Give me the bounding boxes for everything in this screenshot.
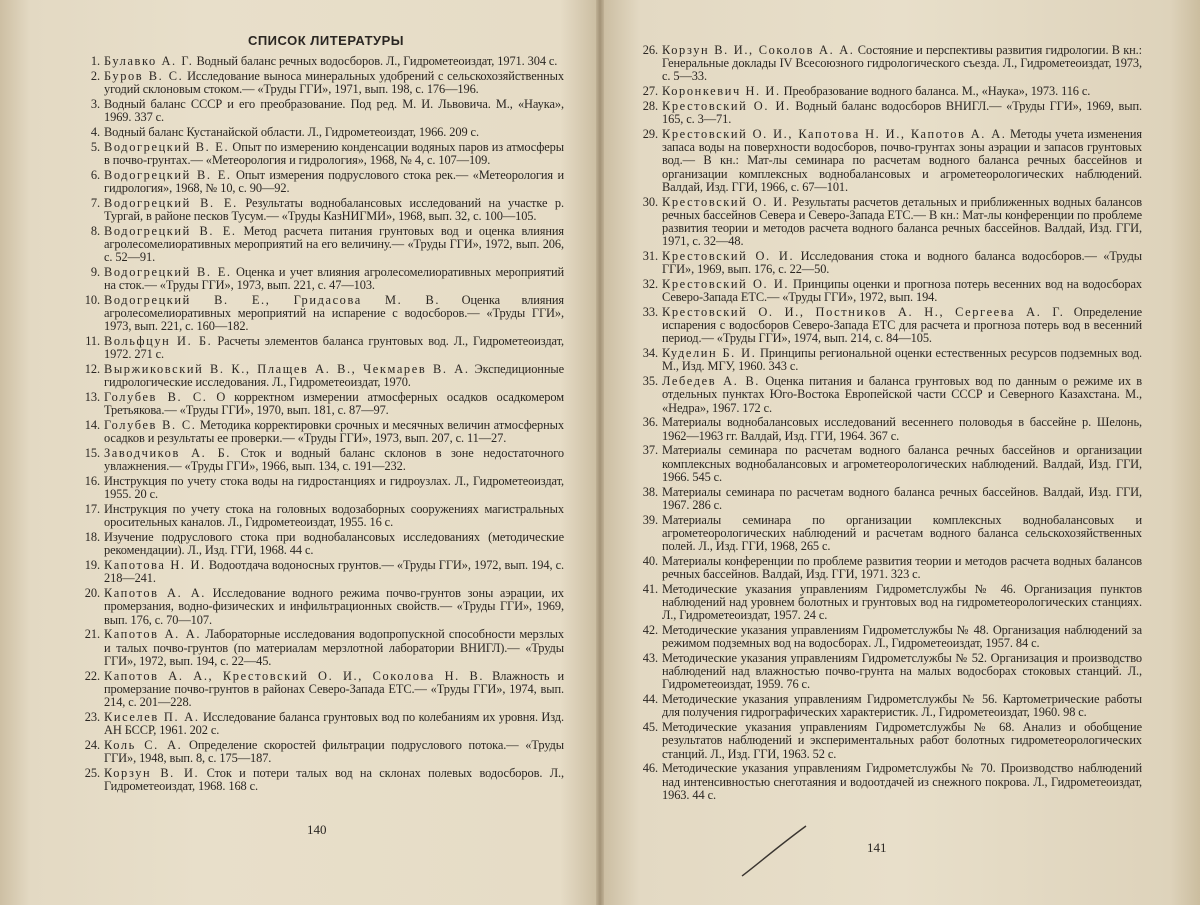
reference-author: Корзун В. И. [104,765,200,780]
reference-author: Буров В. С. [104,69,184,83]
reference-text: Оценка питания и баланса грунтовых вод по данным о режиме их в отдельных пунктах Юго-Востока Европейской части СССР и Северного Казахстана. М., «Недра», 1967. 172 с. [662,374,1142,415]
page-title: СПИСОК ЛИТЕРАТУРЫ [247,33,405,48]
reference-item [84,737,564,766]
reference-author: Водогрецкий В. Е. [104,139,230,154]
reference-text: Принципы оценки и прогноза потерь весенних вод на водосборах Северо-Запада ЕТС.— «Труды ГГИ», 1972, вып. 194. [662,277,1142,305]
reference-item [642,249,1143,277]
reference-text: Водоотдача водоносных грунтов.— «Труды ГГИ», 1972, вып. 194, с. 218—241. [104,558,564,586]
reference-author: Водогрецкий В. Е. [104,265,232,279]
reference-item [642,415,1142,443]
reference-item [642,692,1142,720]
reference-author: Крестовский О. И. [662,99,791,113]
reference-number: 8. [90,223,100,238]
reference-number: 31. [642,249,658,264]
reference-number: 19. [84,558,100,573]
reference-author: Куделин Б. И. [662,346,757,361]
reference-number: 26. [642,43,658,57]
reference-author: Крестовский О. И., Постников А. Н., Сергеева А. Г. [662,305,1065,320]
reference-item [84,502,564,530]
reference-number: 42. [642,623,658,638]
reference-item [642,99,1142,127]
reference-text: Материалы воднобалансовых исследований весеннего половодья в бассейне р. Шелонь, 1962—1963 гг. Валдай, Изд. ГГИ, 1964. 367 с. [662,415,1142,443]
reference-text: Материалы семинара по организации комплексных воднобалансовых и агрометеорологических наблюдений и расчетам водного баланса сельскохозяйственных полей. Л., Изд. ГГИ, 1968, 265 с. [662,512,1142,554]
reference-item [642,720,1142,761]
reference-text: Методика корректировки срочных и месячных величин атмосферных осадков и результаты ее проверки.— «Труды ГГИ», 1973, вып. 207, с. 11—27. [104,418,564,446]
reference-number: 40. [642,553,658,568]
reference-text: Оценка и учет влияния агролесомелиоративных мероприятий на сток.— «Труды ГГИ», 1973, вып. 221, с. 47—103. [104,265,565,293]
reference-author: Булавко А. Г. [104,54,194,69]
reference-text: Результаты воднобалансовых исследований на участке р. Тургай, в районе песков Тусум.— «Труды КазНИГМИ», 1968, вып. 32, с. 100—105. [104,195,564,223]
reference-number: 2. [90,69,100,83]
reference-text: Методические указания управлениям Гидрометслужбы № 46. Организация пунктов наблюдений над уровнем болотных и грунтовых вод на гидрометеорологических станциях. Л., Гидрометеоиздат, 1957. 24 с. [662,581,1142,623]
reference-number: 38. [642,484,658,499]
reference-item [642,277,1142,305]
reference-number: 9. [90,265,100,279]
reference-author: Крестовский О. И. [662,277,790,292]
reference-number: 15. [84,446,100,461]
reference-author: Киселев П. А. [104,709,200,724]
reference-text: Метод расчета питания грунтовых вод и оценка влияния агролесомелиоративных мероприятий на его величину.— «Труды ГГИ», 1972, вып. 206, с. 52—91. [104,223,564,265]
reference-text: Опыт измерения подруслового стока рек.— «Метеорология и гидрология», 1968, № 10, с. 90—92. [104,167,564,195]
reference-list-left [84,54,565,794]
reference-number: 17. [84,502,100,517]
reference-text: Инструкция по учету стока воды на гидростанциях и гидроузлах. Л., Гидрометеоиздат, 1955. 20 с. [104,474,564,502]
reference-text: Водный баланс водосборов ВНИГЛ.— «Труды ГГИ», 1969, вып. 165, с. 3—71. [662,99,1142,127]
reference-number: 4. [90,125,100,139]
reference-author: Выржиковский В. К., Плащев А. В., Чекмарев В. А. [104,362,470,377]
reference-item [642,194,1142,249]
reference-item [88,70,564,96]
reference-text: Исследование баланса грунтовых вод по колебаниям их уровня. Изд. АН БССР, 1961. 202 с. [104,709,564,738]
reference-number: 16. [84,474,100,489]
reference-author: Капотова Н. И. [104,558,206,573]
reference-number: 35. [642,374,658,389]
reference-text: Материалы семинара по расчетам водного баланса речных бассейнов. Валдай, Изд. ГГИ, 1967. 286 с. [662,484,1142,512]
reference-list-right [642,43,1143,802]
reference-item [84,668,564,710]
reference-item [642,374,1142,415]
reference-number: 21. [84,627,100,642]
reference-number: 33. [642,305,658,320]
reference-author: Лебедев А. В. [662,374,761,389]
reference-text: Определение скоростей фильтрации подруслового потока.— «Труды ГГИ», 1948, вып. 8, с. 175—187. [104,737,564,766]
pen-mark-icon [740,820,810,880]
reference-item [88,197,564,223]
reference-text: Методические указания управлениям Гидрометслужбы № 48. Организация наблюдений за режимом подземных вод на водосборах. Л., Гидрометеоиздат, 1957. 84 с. [662,623,1142,651]
reference-item [84,390,565,418]
reference-author: Водогрецкий В. Е. [104,223,237,238]
reference-author: Вольфцун И. Б. [104,334,213,349]
reference-number: 3. [90,97,100,111]
reference-text: Сток и потери талых вод на склонах полевых водосборов. Л., Гидрометеоиздат, 1968. 168 с. [104,765,564,794]
reference-text: О корректном измерении атмосферных осадков осадкомером Третьякова.— «Труды ГГИ», 1970, вып. 181, с. 87—97. [104,390,565,418]
reference-item [642,651,1142,692]
reference-number: 1. [90,54,100,69]
reference-number: 12. [84,362,100,377]
reference-number: 28. [642,99,658,113]
reference-text: Водный баланс СССР и его преобразование. Под ред. М. И. Львовича. М., «Наука», 1969. 337 с. [104,97,564,125]
reference-text: Состояние и перспективы развития гидрологии. В кн.: Генеральные доклады IV Всесоюзного гидрологического съезда. Л., Гидрометеоиздат, 1973, с. 5—33. [662,43,1142,84]
reference-text: Инструкция по учету стока на головных водозаборных сооружениях магистральных оросительных каналов. Л., Гидрометеоиздат, 1955. 16 с. [104,502,564,530]
reference-item [84,293,564,334]
reference-text: Преобразование водного баланса. М., «Наука», 1973. 116 с. [780,84,1091,99]
reference-number: 14. [84,418,100,433]
reference-item [642,127,1142,194]
reference-author: Голубев В. С. [104,418,197,433]
reference-author: Водогрецкий В. Е. [104,195,238,210]
reference-item [88,266,564,292]
reference-author: Капотов А. А. [104,586,206,601]
reference-item [84,418,564,446]
reference-number: 11. [85,334,100,349]
book-gutter [596,0,604,905]
reference-item [88,169,564,195]
reference-number: 23. [84,709,100,724]
reference-number: 30. [642,194,658,209]
reference-text: Методические указания управлениям Гидрометслужбы № 52. Организация и производство наблюдений над влажностью почво-грунта на малых водосборах стоковых станций. Л., Гидрометеоиздат, 1959. 76 с. [662,651,1142,692]
reference-item [642,623,1142,651]
reference-number: 37. [642,443,658,458]
reference-text: Лабораторные исследования водопропускной способности мерзлых и талых почво-грунтов (по материалам мерзлотной лаборатории ВНИГЛ).— «Труды ГГИ», 1972, вып. 194, с. 22—45. [104,627,565,668]
reference-author: Капотов А. А. [104,627,202,642]
reference-author: Корзун В. И., Соколов А. А. [662,43,855,57]
reference-item [88,55,564,68]
reference-text: Расчеты элементов баланса грунтовых вод. Л., Гидрометеоиздат, 1972. 271 с. [104,334,564,362]
reference-text: Изучение подруслового стока при воднобалансовых исследованиях (методические рекомендации). Л., Изд. ГГИ, 1968. 44 с. [104,530,564,558]
reference-text: Исследование выноса минеральных удобрений с сельскохозяйственных угодий склоновым стоком.— «Труды ГГИ», 1971, вып. 198, с. 176—196. [104,69,564,97]
reference-number: 5. [90,139,100,154]
reference-text: Материалы семинара по расчетам водного баланса речных бассейнов и организации комплексных воднобалансовых и агрометеорологических наблюдений. Валдай, Изд. ГГИ, 1966. 545 с. [662,443,1142,484]
reference-item [642,43,1142,84]
reference-author: Крестовский О. И. [662,194,789,209]
reference-item [642,553,1142,582]
reference-number: 29. [642,127,658,141]
reference-text: Влажность и промерзание почво-грунтов в районах Северо-Запада ЕТС.— «Труды ГГИ», 1974, вып. 214, с. 201—228. [104,668,564,710]
left-page [84,33,565,795]
reference-number: 44. [642,692,658,707]
reference-item [642,512,1142,554]
reference-number: 18. [84,530,100,545]
reference-text: Водный баланс Кустанайской области. Л., Гидрометеоиздат, 1966. 209 с. [104,125,479,139]
reference-text: Методы учета изменения запаса воды на поверхности водосборов, почво-грунтах зоны аэрации и запасов грунтовых вод.— В кн.: Мат-лы семинара по расчетам водного баланса речных бассейнов и организации комплексных воднобалансовых и агрометеорологических наблюдений. Валдай, Изд. ГГИ, 1966, с. 67—101. [662,127,1142,194]
reference-item [642,346,1142,374]
reference-item [84,586,564,627]
reference-number: 10. [84,293,100,307]
reference-item [84,627,565,668]
reference-number: 24. [84,737,100,752]
reference-text: Сток и водный баланс склонов в зоне недостаточного увлажнения.— «Труды ГГИ», 1966, вып. 134, с. 191—232. [104,446,564,474]
reference-item [642,484,1142,512]
reference-item [84,765,564,794]
reference-item [642,305,1142,346]
reference-number: 34. [642,346,658,361]
page-number-right: 141 [867,840,887,855]
reference-item [642,443,1142,484]
reference-text: Водный баланс речных водосборов. Л., Гидрометеоиздат, 1971. 304 с. [193,54,558,69]
reference-text: Материалы конференции по проблеме развития теории и методов расчета водных балансов речных бассейнов. Валдай, Изд. ГГИ, 1971. 323 с. [662,553,1142,582]
reference-number: 43. [642,651,658,666]
reference-item [84,446,564,474]
reference-item [88,98,564,124]
reference-number: 46. [642,761,658,776]
reference-author: Голубев В. С. [104,390,208,405]
reference-author: Коронкевич Н. И. [662,84,781,99]
reference-number: 39. [642,512,658,527]
reference-number: 6. [90,167,100,182]
reference-number: 32. [642,277,658,292]
reference-text: Исследование водного режима почво-грунтов зоны аэрации, их промерзания, водно-физических и инфильтрационных свойств.— «Труды ГГИ», 1969, вып. 176, с. 70—107. [104,586,564,627]
reference-text: Экспедиционные гидрологические исследования. Л., Гидрометеоиздат, 1970. [104,362,564,390]
reference-number: 27. [642,84,658,99]
reference-author: Крестовский О. И. [662,249,795,264]
reference-item [84,709,564,738]
page-number-left: 140 [307,822,327,837]
reference-text: Опыт по измерению конденсации водяных паров из атмосферы в почво-грунтах.— «Метеорология и гидрология», 1968, № 4, с. 107—109. [104,139,564,167]
reference-number: 7. [90,195,100,210]
reference-author: Крестовский О. И., Капотова Н. И., Капотов А. А. [662,127,1007,141]
reference-item [85,334,564,362]
reference-number: 13. [84,390,100,405]
reference-item [84,474,564,502]
reference-item [84,362,564,390]
reference-text: Оценка влияния агролесомелиоративных мероприятий на испарение с водосборов.— «Труды ГГИ», 1973, вып. 221, с. 160—182. [104,293,564,334]
reference-item [84,530,564,558]
reference-author: Водогрецкий В. Е., Гридасова М. В. [104,293,441,307]
reference-author: Коль С. А. [104,737,183,752]
reference-item [84,558,564,586]
reference-text: Методические указания управлениям Гидрометслужбы № 68. Анализ и обобщение результатов наблюдений и экспериментальных работ болотных гидрометеорологических станций. Л., Изд. ГГИ, 1963. 52 с. [662,720,1142,761]
reference-number: 45. [642,720,658,735]
reference-number: 25. [84,765,100,780]
reference-item [642,761,1142,802]
reference-author: Водогрецкий В. Е. [104,167,232,182]
reference-number: 22. [84,668,100,683]
reference-item [88,141,564,167]
reference-text: Определение испарения с водосборов Северо-Запада ЕТС для расчета и прогноза потерь вод в весенний период.— «Труды ГГИ», 1974, вып. 214, с. 84—105. [662,305,1142,346]
reference-number: 41. [642,581,658,596]
reference-number: 36. [642,415,658,430]
reference-text: Методические указания управлениям Гидрометслужбы № 56. Картометрические работы для получения гидрографических характеристик. Л., Гидрометеоиздат, 1960. 98 с. [662,692,1142,720]
reference-author: Капотов А. А., Крестовский О. И., Соколова Н. В. [104,668,485,683]
reference-text: Исследования стока и водного баланса водосборов.— «Труды ГГИ», 1969, вып. 176, с. 22—50. [662,249,1143,277]
reference-number: 20. [84,586,100,601]
reference-text: Принципы региональной оценки естественных ресурсов подземных вод. М., Изд. МГУ, 1960. 343 с. [662,346,1142,374]
reference-item [88,225,564,265]
reference-item [88,126,564,139]
reference-item [642,581,1142,623]
reference-item [642,84,1142,99]
reference-author: Заводчиков А. Б. [104,446,232,461]
right-page [642,43,1143,804]
reference-text: Результаты расчетов детальных и приближенных водных балансов речных бассейнов Севера и Северо-Запада ЕТС.— В кн.: Мат-лы конференции по проблеме развития теории и методов расчета водного баланса речных бассейнов. Валдай, Изд. ГГИ, 1971, с. 32—48. [662,194,1142,249]
reference-text: Методические указания управлениям Гидрометслужбы № 70. Производство наблюдений над интенсивностью снеготаяния и водоотдачей из снежного покрова. Л., Гидрометеоиздат, 1963. 44 с. [662,761,1142,802]
